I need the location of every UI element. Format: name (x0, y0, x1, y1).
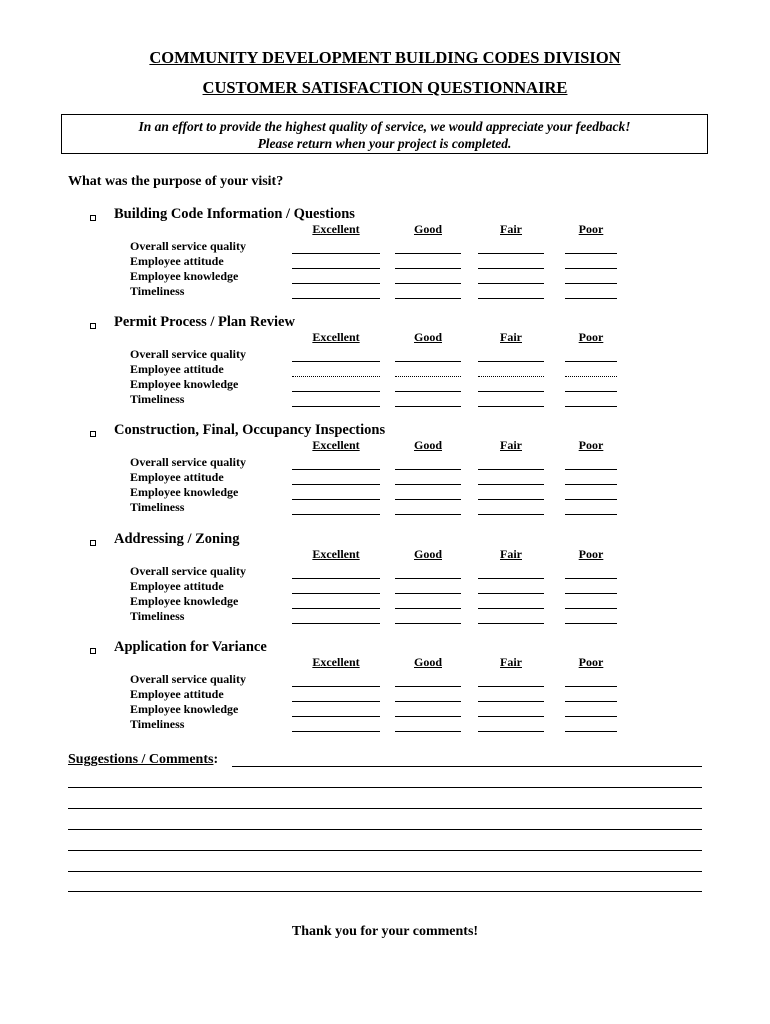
rating-blank[interactable] (565, 731, 617, 732)
rating-blank[interactable] (478, 701, 544, 702)
rating-blank[interactable] (395, 283, 461, 284)
rating-blank[interactable] (565, 268, 617, 269)
rating-row-label: Employee attitude (130, 579, 224, 593)
comment-line[interactable] (232, 766, 702, 767)
rating-blank[interactable] (565, 623, 617, 624)
rating-column-header: Fair (500, 222, 522, 236)
rating-blank[interactable] (395, 514, 461, 515)
rating-blank[interactable] (565, 593, 617, 594)
rating-row-label: Employee knowledge (130, 702, 239, 716)
rating-blank[interactable] (565, 716, 617, 717)
rating-blank[interactable] (478, 608, 544, 609)
rating-blank[interactable] (292, 391, 380, 392)
comment-line[interactable] (68, 891, 702, 892)
rating-section (0, 422, 770, 522)
rating-blank[interactable] (292, 716, 380, 717)
rating-blank[interactable] (478, 268, 544, 269)
rating-blank[interactable] (478, 283, 544, 284)
rating-column-header: Fair (500, 330, 522, 344)
rating-blank[interactable] (565, 608, 617, 609)
rating-section (0, 206, 770, 306)
comments-label-text: Suggestions / Comments (68, 752, 214, 767)
rating-blank[interactable] (478, 391, 544, 392)
thank-you-message: Thank you for your comments! (291, 924, 479, 939)
rating-column-header: Fair (500, 438, 522, 452)
rating-row-label: Timeliness (130, 609, 185, 623)
rating-blank[interactable] (478, 716, 544, 717)
rating-blank[interactable] (395, 469, 461, 470)
intro-box (61, 114, 708, 154)
rating-blank[interactable] (565, 469, 617, 470)
rating-column-header: Good (413, 222, 443, 236)
rating-blank[interactable] (395, 593, 461, 594)
rating-section (0, 531, 770, 631)
rating-blank[interactable] (292, 298, 380, 299)
rating-blank[interactable] (395, 731, 461, 732)
comment-line[interactable] (68, 850, 702, 851)
section-checkbox[interactable] (90, 648, 96, 654)
rating-blank[interactable] (292, 578, 380, 579)
rating-blank[interactable] (395, 361, 461, 362)
rating-row-label: Overall service quality (130, 239, 246, 253)
rating-blank[interactable] (292, 593, 380, 594)
rating-blank[interactable] (565, 578, 617, 579)
rating-blank[interactable] (478, 406, 544, 407)
rating-blank[interactable] (478, 593, 544, 594)
comments-label (68, 752, 218, 768)
comment-line[interactable] (68, 871, 702, 872)
rating-blank[interactable] (292, 701, 380, 702)
section-title: Building Code Information / Questions (114, 206, 355, 222)
rating-blank[interactable] (395, 578, 461, 579)
rating-blank[interactable] (565, 686, 617, 687)
rating-blank[interactable] (292, 608, 380, 609)
rating-blank[interactable] (395, 391, 461, 392)
rating-column-header: Poor (578, 222, 604, 236)
section-title: Application for Variance (114, 639, 267, 655)
rating-blank[interactable] (565, 499, 617, 500)
rating-blank[interactable] (565, 701, 617, 702)
comment-line[interactable] (68, 829, 702, 830)
rating-row-label: Timeliness (130, 500, 185, 514)
section-title: Permit Process / Plan Review (114, 314, 295, 330)
comments-label-colon: : (213, 752, 219, 767)
visit-purpose-question: What was the purpose of your visit? (68, 174, 284, 189)
rating-blank[interactable] (478, 253, 544, 254)
section-checkbox[interactable] (90, 215, 96, 221)
rating-blank[interactable] (395, 268, 461, 269)
rating-blank[interactable] (478, 514, 544, 515)
rating-row-label: Employee attitude (130, 254, 224, 268)
section-title: Construction, Final, Occupancy Inspections (114, 422, 386, 438)
rating-column-header: Excellent (312, 330, 360, 344)
rating-column-header: Good (413, 330, 443, 344)
rating-row-label: Timeliness (130, 717, 185, 731)
rating-column-header: Good (413, 547, 443, 561)
rating-row-label: Employee knowledge (130, 594, 239, 608)
rating-row-label: Timeliness (130, 392, 185, 406)
comment-line[interactable] (68, 787, 702, 788)
rating-column-header: Good (413, 438, 443, 452)
form-subtitle: CUSTOMER SATISFACTION QUESTIONNAIRE (202, 78, 568, 97)
rating-row-label: Timeliness (130, 284, 185, 298)
rating-blank[interactable] (395, 298, 461, 299)
rating-blank[interactable] (395, 716, 461, 717)
rating-blank[interactable] (565, 406, 617, 407)
rating-blank[interactable] (292, 514, 380, 515)
rating-column-header: Poor (578, 438, 604, 452)
rating-row-label: Employee knowledge (130, 377, 239, 391)
rating-section (0, 314, 770, 414)
rating-column-header: Excellent (312, 655, 360, 669)
rating-column-header: Excellent (312, 222, 360, 236)
rating-row-label: Employee knowledge (130, 485, 239, 499)
rating-blank[interactable] (565, 361, 617, 362)
rating-column-header: Fair (500, 655, 522, 669)
rating-blank[interactable] (478, 469, 544, 470)
rating-row-label: Employee attitude (130, 687, 224, 701)
rating-column-header: Good (413, 655, 443, 669)
section-title: Addressing / Zoning (114, 531, 240, 547)
rating-blank[interactable] (565, 514, 617, 515)
rating-blank[interactable] (478, 484, 544, 485)
rating-row-label: Overall service quality (130, 455, 246, 469)
rating-section (0, 639, 770, 739)
rating-blank[interactable] (478, 499, 544, 500)
rating-row-label: Employee knowledge (130, 269, 239, 283)
section-checkbox[interactable] (90, 540, 96, 546)
rating-row-label: Overall service quality (130, 347, 246, 361)
section-checkbox[interactable] (90, 323, 96, 329)
rating-blank[interactable] (292, 283, 380, 284)
rating-blank[interactable] (395, 406, 461, 407)
rating-column-header: Fair (500, 547, 522, 561)
rating-blank[interactable] (395, 608, 461, 609)
rating-blank[interactable] (478, 298, 544, 299)
rating-blank[interactable] (292, 406, 380, 407)
rating-blank[interactable] (395, 253, 461, 254)
rating-blank[interactable] (478, 623, 544, 624)
rating-blank[interactable] (292, 361, 380, 362)
rating-blank[interactable] (478, 376, 544, 377)
rating-blank[interactable] (292, 686, 380, 687)
rating-row-label: Employee attitude (130, 362, 224, 376)
rating-blank[interactable] (292, 376, 380, 377)
rating-blank[interactable] (292, 268, 380, 269)
rating-column-header: Poor (578, 547, 604, 561)
rating-blank[interactable] (565, 484, 617, 485)
rating-column-header: Excellent (312, 547, 360, 561)
rating-blank[interactable] (395, 701, 461, 702)
comment-line[interactable] (68, 808, 702, 809)
rating-blank[interactable] (565, 253, 617, 254)
rating-row-label: Employee attitude (130, 470, 224, 484)
rating-blank[interactable] (292, 469, 380, 470)
rating-blank[interactable] (565, 298, 617, 299)
section-checkbox[interactable] (90, 431, 96, 437)
rating-blank[interactable] (565, 391, 617, 392)
rating-blank[interactable] (395, 376, 461, 377)
rating-blank[interactable] (292, 623, 380, 624)
rating-blank[interactable] (292, 253, 380, 254)
intro-line-1: In an effort to provide the highest quality of service, we would appreciate your feedback! (138, 119, 631, 134)
rating-blank[interactable] (292, 484, 380, 485)
rating-blank[interactable] (478, 686, 544, 687)
rating-row-label: Overall service quality (130, 672, 246, 686)
intro-line-2: Please return when your project is completed. (257, 136, 512, 151)
rating-blank[interactable] (292, 731, 380, 732)
rating-blank[interactable] (395, 484, 461, 485)
rating-blank[interactable] (478, 731, 544, 732)
rating-row-label: Overall service quality (130, 564, 246, 578)
rating-blank[interactable] (395, 499, 461, 500)
rating-blank[interactable] (478, 578, 544, 579)
rating-blank[interactable] (478, 361, 544, 362)
rating-blank[interactable] (565, 376, 617, 377)
rating-blank[interactable] (395, 623, 461, 624)
rating-blank[interactable] (395, 686, 461, 687)
rating-column-header: Poor (578, 330, 604, 344)
rating-column-header: Excellent (312, 438, 360, 452)
rating-blank[interactable] (292, 499, 380, 500)
form-title: COMMUNITY DEVELOPMENT BUILDING CODES DIVISION (149, 48, 621, 67)
rating-column-header: Poor (578, 655, 604, 669)
rating-blank[interactable] (565, 283, 617, 284)
